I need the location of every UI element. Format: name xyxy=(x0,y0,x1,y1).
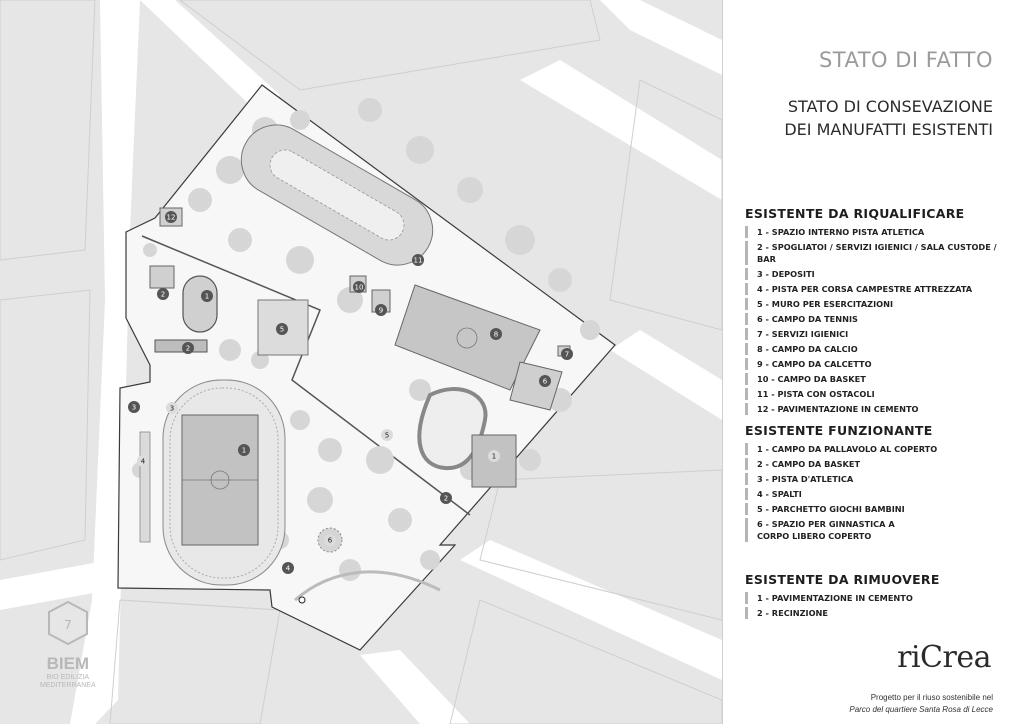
marker-2c xyxy=(440,492,452,504)
legend-item: 3 - DEPOSITI xyxy=(745,268,1007,280)
legend-item: 1 - PAVIMENTAZIONE IN CEMENTO xyxy=(745,592,1007,604)
svg-text:1: 1 xyxy=(204,292,210,301)
svg-text:6: 6 xyxy=(327,536,333,545)
legend-item: 1 - SPAZIO INTERNO PISTA ATLETICA xyxy=(745,226,1007,238)
svg-text:5: 5 xyxy=(384,431,390,440)
legend-item: 6 - SPAZIO PER GINNASTICA A CORPO LIBERO COPERTO xyxy=(745,518,927,542)
marker-12 xyxy=(165,211,177,223)
biem-logo xyxy=(40,600,96,690)
svg-text:1: 1 xyxy=(241,446,247,455)
legend-item: 2 - RECINZIONE xyxy=(745,607,1007,619)
marker-3b xyxy=(166,402,178,414)
legend-item: 5 - PARCHETTO GIOCHI BAMBINI xyxy=(745,503,1007,515)
marker-5b xyxy=(381,429,393,441)
footer-line-1: Progetto per il riuso sostenibile nel xyxy=(870,693,993,702)
marker-2b xyxy=(182,342,194,354)
svg-text:7: 7 xyxy=(564,350,570,359)
legend-item: 6 - CAMPO DA TENNIS xyxy=(745,313,1007,325)
ricrea-logo: riCrea xyxy=(897,640,991,675)
svg-text:6: 6 xyxy=(542,377,548,386)
section-rimuovere xyxy=(745,572,1007,622)
stands xyxy=(140,432,150,542)
block-6 xyxy=(110,600,280,724)
marker-10 xyxy=(353,281,365,293)
marker-8 xyxy=(490,328,502,340)
marker-1a xyxy=(201,290,213,302)
marker-4b xyxy=(282,562,294,574)
entrance-marker xyxy=(299,597,305,603)
legend-item: 9 - CAMPO DA CALCETTO xyxy=(745,358,1007,370)
structure-2a xyxy=(150,266,174,288)
marker-1c xyxy=(488,450,500,462)
small-track xyxy=(183,276,217,332)
block-7 xyxy=(450,600,722,724)
section-riqualificare xyxy=(745,206,1007,418)
legend-panel xyxy=(722,0,1024,724)
block-1 xyxy=(0,0,95,260)
legend-item: 7 - SERVIZI IGIENICI xyxy=(745,328,1007,340)
marker-7 xyxy=(561,348,573,360)
marker-11 xyxy=(412,254,424,266)
street-east-1 xyxy=(520,60,722,200)
svg-text:2: 2 xyxy=(160,290,166,299)
section-heading: ESISTENTE DA RIQUALIFICARE xyxy=(745,206,965,221)
section-heading: ESISTENTE DA RIMUOVERE xyxy=(745,572,940,587)
svg-text:11: 11 xyxy=(413,256,423,265)
legend-item: 5 - MURO PER ESERCITAZIONI xyxy=(745,298,1007,310)
subtitle-line-1: STATO DI CONSEVAZIONE xyxy=(787,97,993,116)
page-subtitle xyxy=(784,95,993,141)
svg-text:12: 12 xyxy=(166,213,176,222)
street-northeast xyxy=(600,0,722,75)
page-title: STATO DI FATTO xyxy=(818,48,993,72)
svg-text:10: 10 xyxy=(354,283,364,292)
svg-text:2: 2 xyxy=(443,494,449,503)
svg-text:5: 5 xyxy=(279,325,285,334)
marker-5a xyxy=(276,323,288,335)
footer xyxy=(849,692,993,716)
marker-6a xyxy=(539,375,551,387)
svg-text:7: 7 xyxy=(63,618,72,632)
legend-item: 10 - CAMPO DA BASKET xyxy=(745,373,1007,385)
svg-text:3: 3 xyxy=(131,403,137,412)
legend-item: 2 - SPOGLIATOI / SERVIZI IGIENICI / SALA CUSTODE / BAR xyxy=(745,241,1007,265)
marker-9 xyxy=(375,304,387,316)
subtitle-line-2: DEI MANUFATTI ESISTENTI xyxy=(784,120,993,139)
hexagon-logo-icon xyxy=(45,600,91,646)
biem-line2: MEDITERRANEA xyxy=(40,682,96,689)
biem-name: BIEM xyxy=(46,654,90,673)
marker-2a xyxy=(157,288,169,300)
marker-4a xyxy=(137,455,149,467)
svg-text:2: 2 xyxy=(185,344,191,353)
svg-text:4: 4 xyxy=(285,564,291,573)
block-4 xyxy=(0,290,90,560)
svg-text:3: 3 xyxy=(169,404,175,413)
biem-line1: BIO EDILIZIA xyxy=(46,674,90,681)
section-funzionante xyxy=(745,423,1007,545)
legend-item: 2 - CAMPO DA BASKET xyxy=(745,458,1007,470)
legend-item: 4 - SPALTI xyxy=(745,488,1007,500)
footer-line-2: Parco del quartiere Santa Rosa di Lecce xyxy=(849,705,993,714)
street-south xyxy=(360,650,470,724)
legend-item: 12 - PAVIMENTAZIONE IN CEMENTO xyxy=(745,403,1007,415)
structure-2b xyxy=(155,340,207,352)
legend-item: 1 - CAMPO DA PALLAVOLO AL COPERTO xyxy=(745,443,1007,455)
svg-text:8: 8 xyxy=(493,330,499,339)
svg-text:4: 4 xyxy=(140,457,146,466)
legend-item: 8 - CAMPO DA CALCIO xyxy=(745,343,1007,355)
legend-item: 3 - PISTA D'ATLETICA xyxy=(745,473,1007,485)
street-east-2 xyxy=(610,330,722,420)
svg-text:9: 9 xyxy=(378,306,384,315)
legend-item: 4 - PISTA PER CORSA CAMPESTRE ATTREZZATA xyxy=(745,283,1007,295)
legend-item: 11 - PISTA CON OSTACOLI xyxy=(745,388,1007,400)
svg-text:1: 1 xyxy=(491,452,497,461)
section-heading: ESISTENTE FUNZIONANTE xyxy=(745,423,933,438)
marker-3a xyxy=(128,401,140,413)
marker-1b xyxy=(238,444,250,456)
marker-6b xyxy=(324,534,336,546)
